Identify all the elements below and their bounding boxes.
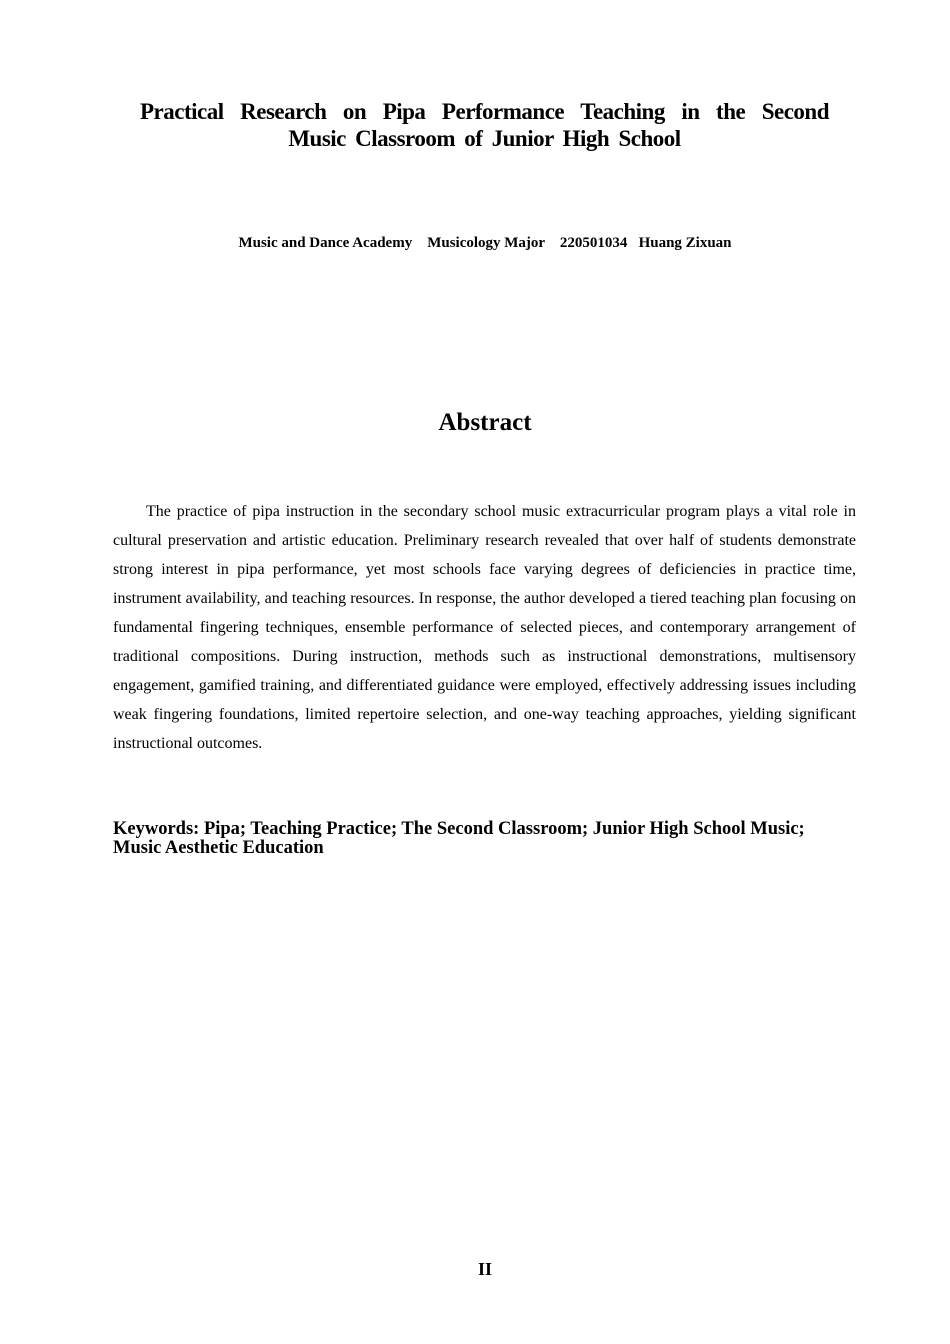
abstract-heading: Abstract — [438, 409, 532, 436]
page-number: II — [477, 1259, 492, 1279]
paper-title — [140, 98, 829, 152]
keywords: Keywords: Pipa; Teaching Practice; The Second Classroom; Junior High School Music; Music Aesthetic Education — [113, 819, 805, 858]
author-info: Music and Dance Academy Musicology Major 220501034 Huang Zixuan — [238, 235, 732, 251]
paper-title-line-1: Practical Research on Pipa Performance Teaching in the Second — [140, 99, 829, 124]
abstract-body: The practice of pipa instruction in the secondary school music extracurricular program plays a vital role in cultural preservation and artistic education. Preliminary research revealed that over half of students demonstrate strong interest in pipa performance, yet most schools face varying degrees of deficiencies in practice time, instrument availability, and teaching resources. In response, the author developed a tiered teaching plan focusing on fundamental fingering techniques, ensemble performance of selected pieces, and contemporary arrangement of traditional compositions. During instruction, methods such as instructional demonstrations, multisensory engagement, gamified training, and differentiated guidance were employed, effectively addressing issues including weak fingering foundations, limited repertoire selection, and one-way teaching approaches, yielding significant instructional outcomes. — [113, 503, 856, 752]
paper-title-line-2: Music Classroom of Junior High School — [288, 126, 681, 151]
